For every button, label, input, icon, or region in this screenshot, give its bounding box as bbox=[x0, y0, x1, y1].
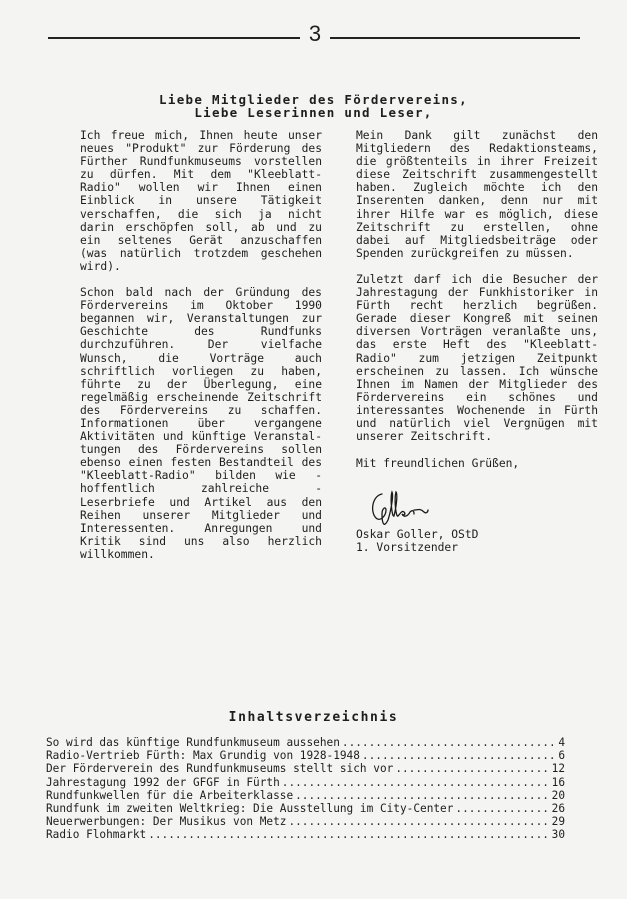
toc-entry-title: Rundfunk im zweiten Weltkrieg: Die Ausstellung im City-Center bbox=[46, 802, 454, 816]
toc-leader bbox=[288, 815, 549, 828]
toc-entry-title: Neuerwerbungen: Der Musikus von Metz bbox=[46, 815, 287, 829]
paragraph: Schon bald nach der Gründung des Fördervereins im Oktober 1990 begannen wir, Veranstaltungen zur Geschichte des Rundfunks durchzuführen. Der vielfache Wunsch, die Vorträge auch schriftlich vorliegen zu haben, führte zu der Überlegung, eine regelmäßig erscheinende Zeitschrift des Fördervereins zu schaffen. Informationen über vergangene Aktivitäten und künftige Veranstal-tungen des Fördervereins sollen ebenso einen festen Bestandteil des "Kleeblatt-Radio" bilden wie - hoffentlich zahlreiche - Leserbriefe und Artikel aus den Reihen unserer Mitglieder und Interessenten. Anregungen und Kritik sind uns also herzlich willkommen. bbox=[80, 286, 322, 561]
paragraph: Mein Dank gilt zunächst den Mitgliedern des Redaktionsteams, die größtenteils in ihrer Freizeit diese Zeitschrift zusammengestellt haben. Zugleich möchte ich den Inserenten danken, denn nur mit ihrer Hilfe war es möglich, diese Zeitschrift zu erstellen, ohne dabei auf Mitgliedsbeiträge oder Spenden zurückgreifen zu müssen. bbox=[356, 129, 598, 260]
toc-entry-page: 20 bbox=[551, 788, 565, 802]
toc-entry-page: 30 bbox=[551, 828, 565, 842]
greeting-line-2: Liebe Leserinnen und Leser, bbox=[194, 105, 433, 120]
toc-entry[interactable] bbox=[46, 776, 565, 789]
toc-entry[interactable] bbox=[46, 802, 565, 815]
toc-entry[interactable] bbox=[46, 736, 565, 749]
paragraph: Zuletzt darf ich die Besucher der Jahrestagung der Funkhistoriker in Fürth recht herzlich begrüßen. Gerade dieser Kongreß mit seinen diversen Vorträgen veranlaßte uns, das erste Heft des "Kleeblatt-Radio" zum jetzigen Zeitpunkt erscheinen zu lassen. Ich wünsche Ihnen im Namen der Mitglieder des Fördervereins ein schönes und interessantes Wochenende in Fürth und natürlich viel Vergnügen mit unserer Zeitschrift. bbox=[356, 272, 598, 444]
toc-title: Inhaltsverzeichnis bbox=[228, 710, 399, 725]
page-number: 3 bbox=[308, 21, 322, 46]
greeting-line-1: Liebe Mitglieder des Fördervereins, bbox=[159, 92, 468, 107]
author-role: 1. Vorsitzender bbox=[356, 541, 459, 555]
toc-entry-title: Der Förderverein des Rundfunkmuseums stellt sich vor bbox=[46, 762, 394, 776]
toc-leader bbox=[148, 828, 549, 841]
toc-entry[interactable] bbox=[46, 828, 565, 841]
toc-entry-title: Rundfunkwellen für die Arbeiterklasse bbox=[46, 788, 294, 802]
right-column bbox=[356, 129, 598, 554]
toc-entry-page: 29 bbox=[551, 815, 565, 829]
toc-entry-page: 16 bbox=[551, 775, 565, 789]
toc-entry[interactable] bbox=[46, 815, 565, 828]
toc-entry-title: Radio-Vertrieb Fürth: Max Grundig von 1928-1948 bbox=[46, 749, 360, 763]
toc-entry-page: 4 bbox=[558, 736, 565, 749]
toc-entry-page: 26 bbox=[551, 802, 565, 816]
toc-leader bbox=[455, 802, 549, 815]
left-column bbox=[80, 129, 322, 561]
toc-leader bbox=[342, 736, 556, 749]
toc-entry[interactable] bbox=[46, 762, 565, 775]
toc-entry-title: Radio Flohmarkt bbox=[46, 828, 147, 842]
author-name: Oskar Goller, OStD bbox=[356, 528, 479, 542]
paragraph: Ich freue mich, Ihnen heute unser neues "Produkt" zur Förderung des Fürther Rundfunkmuseums vorstellen zu dürfen. Mit dem "Kleeblatt-Radio" wollen wir Ihnen einen Einblick in unsere Tätigkeit verschaffen, die sich ja nicht darin erschöpfen soll, ab und zu ein seltenes Gerät anzuschaffen (was natürlich trotzdem geschehen wird). bbox=[80, 129, 322, 273]
table-of-contents bbox=[46, 736, 565, 842]
toc-entry-title: So wird das künftige Rundfunkmuseum aussehen bbox=[46, 736, 340, 749]
toc-entry-page: 12 bbox=[551, 762, 565, 776]
signature-image bbox=[368, 488, 432, 528]
toc-entry[interactable] bbox=[46, 789, 565, 802]
toc-leader bbox=[395, 762, 549, 775]
toc-leader bbox=[295, 789, 550, 802]
toc-entry-page: 6 bbox=[558, 749, 565, 763]
toc-entry-title: Jahrestagung 1992 der GFGF in Fürth bbox=[46, 775, 280, 789]
toc-leader bbox=[362, 749, 556, 762]
header-rule-right bbox=[330, 37, 580, 39]
toc-leader bbox=[282, 776, 550, 789]
closing-line: Mit freundlichen Grüßen, bbox=[356, 457, 520, 471]
toc-entry[interactable] bbox=[46, 749, 565, 762]
header-rule-left bbox=[48, 37, 300, 39]
